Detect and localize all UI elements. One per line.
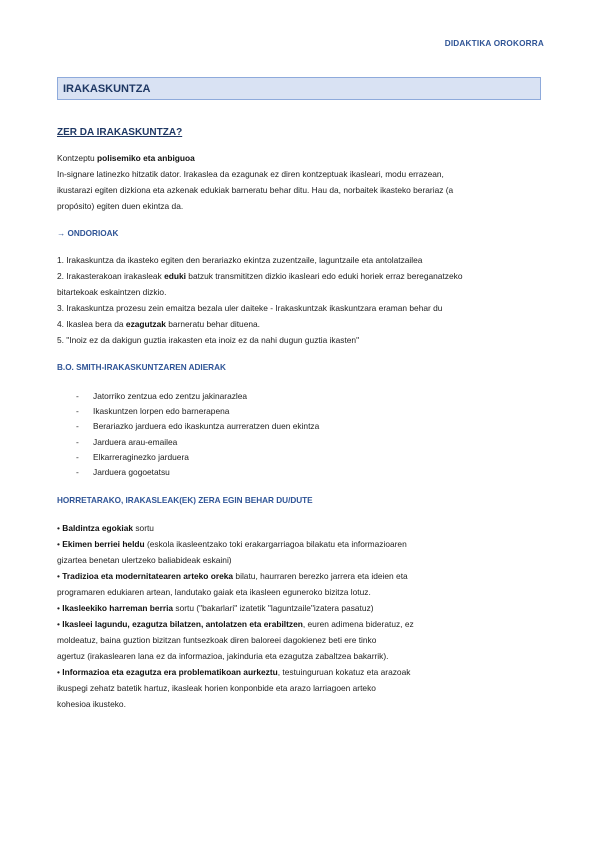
section-heading-ondorioak: → ONDORIOAK (57, 229, 119, 238)
teacher-tasks-list (57, 520, 547, 712)
list-item: - Jarduera arau-emailea (76, 436, 178, 447)
list-item: 5. "Inoiz ez da dakigun guztia irakasten eta inoiz ez da nahi dugun guztia ikasten" (57, 335, 360, 345)
definition-line-4: propósito) egiten duen ekintza da. (57, 201, 184, 211)
list-item-continuation: gizartea benetan ulertzeko baliabideak eskaini) (57, 555, 232, 565)
smith-list (76, 389, 319, 480)
list-item: - Berariazko jarduera edo ikaskuntza aurreratzen duen ekintza (76, 421, 320, 432)
list-item: • Baldintza egokiak sortu (57, 523, 154, 533)
section-heading-teacher-tasks: HORRETARAKO, IRAKASLEAK(EK) ZERA EGIN BEHAR DU/DUTE (57, 496, 313, 505)
page-title: IRAKASKUNTZA (63, 83, 151, 95)
list-item: • Ikasleei lagundu, ezagutza bilatzen, antolatzen eta erabiltzen, euren adimena bideratuz, ez (57, 619, 414, 629)
definition-line-1: Kontzeptu polisemiko eta anbiguoa (57, 153, 195, 163)
definition-line-3: ikustarazi egiten dizkiona eta azkenak edukiak barneratu behar ditu. Hau da, norbaitek ikasteko berariaz (a (57, 185, 454, 195)
list-item-continuation: bitartekoak eskaintzen dizkio. (57, 287, 167, 297)
list-item: - Jarduera gogoetatsu (76, 467, 170, 478)
definition-paragraph (57, 150, 547, 214)
list-item: 4. Ikaslea bera da ezagutzak barneratu behar dituena. (57, 319, 260, 329)
list-item: 2. Irakasterakoan irakasleak eduki batzuk transmititzen dizkio ikasleari edo eduki horiek erraz bereganatzeko (57, 271, 463, 281)
list-item-continuation: programaren edukiaren artean, landutako gaiak eta ikasleen eguneroko bizitza lotuz. (57, 587, 371, 597)
list-item-continuation: kohesioa ikusteko. (57, 699, 126, 709)
list-item-continuation: moldeatuz, baina guztion bizitzan funtsezkoak diren baloreei dagokienez beti ere tinko (57, 635, 377, 645)
title-box (57, 77, 541, 100)
list-item: 1. Irakaskuntza da ikasteko egiten den berariazko ekintza zuzentzaile, laguntzaile eta antolatzailea (57, 255, 423, 265)
list-item: - Jatorriko zentzua edo zentzu jakinarazlea (76, 391, 248, 401)
section-heading-smith: B.O. SMITH-IRAKASKUNTZAREN ADIERAK (57, 363, 226, 372)
list-item: - Ikaskuntzen lorpen edo barnerapena (76, 406, 230, 417)
list-item: • Ekimen berriei heldu (eskola ikasleentzako toki erakargarriagoa bilakatu eta informazioaren (57, 539, 407, 549)
list-item: • Ikasleekiko harreman berria sortu ("bakarlari" izatetik "laguntzaile"izatera pasatuz) (57, 603, 374, 613)
ondorioak-list (57, 252, 547, 348)
running-header: DIDAKTIKA OROKORRA (444, 39, 544, 48)
list-item: 3. Irakaskuntza prozesu zein emaitza bezala uler daiteke - Irakaskuntzak ikaskuntzara eraman behar du (57, 303, 443, 313)
section-heading-definition: ZER DA IRAKASKUNTZA? (57, 127, 183, 138)
list-item-continuation: ikuspegi zehatz batetik hartuz, ikasleak horien konponbide eta arazo larriagoen arteko (57, 683, 376, 693)
definition-line-2: In-signare latinezko hitzatik dator. Irakaslea da ezagunak ez diren kontzeptuak ikasleari, modu errazean, (57, 169, 444, 179)
list-item: • Informazioa eta ezagutza era problematikoan aurkeztu, testuinguruan kokatuz eta arazoak (57, 667, 411, 677)
list-item-continuation: agertuz (irakaslearen lana ez da informazioa, jakinduria eta ezagutza zabaltzea bakarrik). (57, 651, 389, 661)
list-item: • Tradizioa eta modernitatearen arteko oreka bilatu, haurraren berezko jarrera eta ideien eta (57, 571, 408, 581)
list-item: - Elkarreraginezko jarduera (76, 451, 189, 462)
